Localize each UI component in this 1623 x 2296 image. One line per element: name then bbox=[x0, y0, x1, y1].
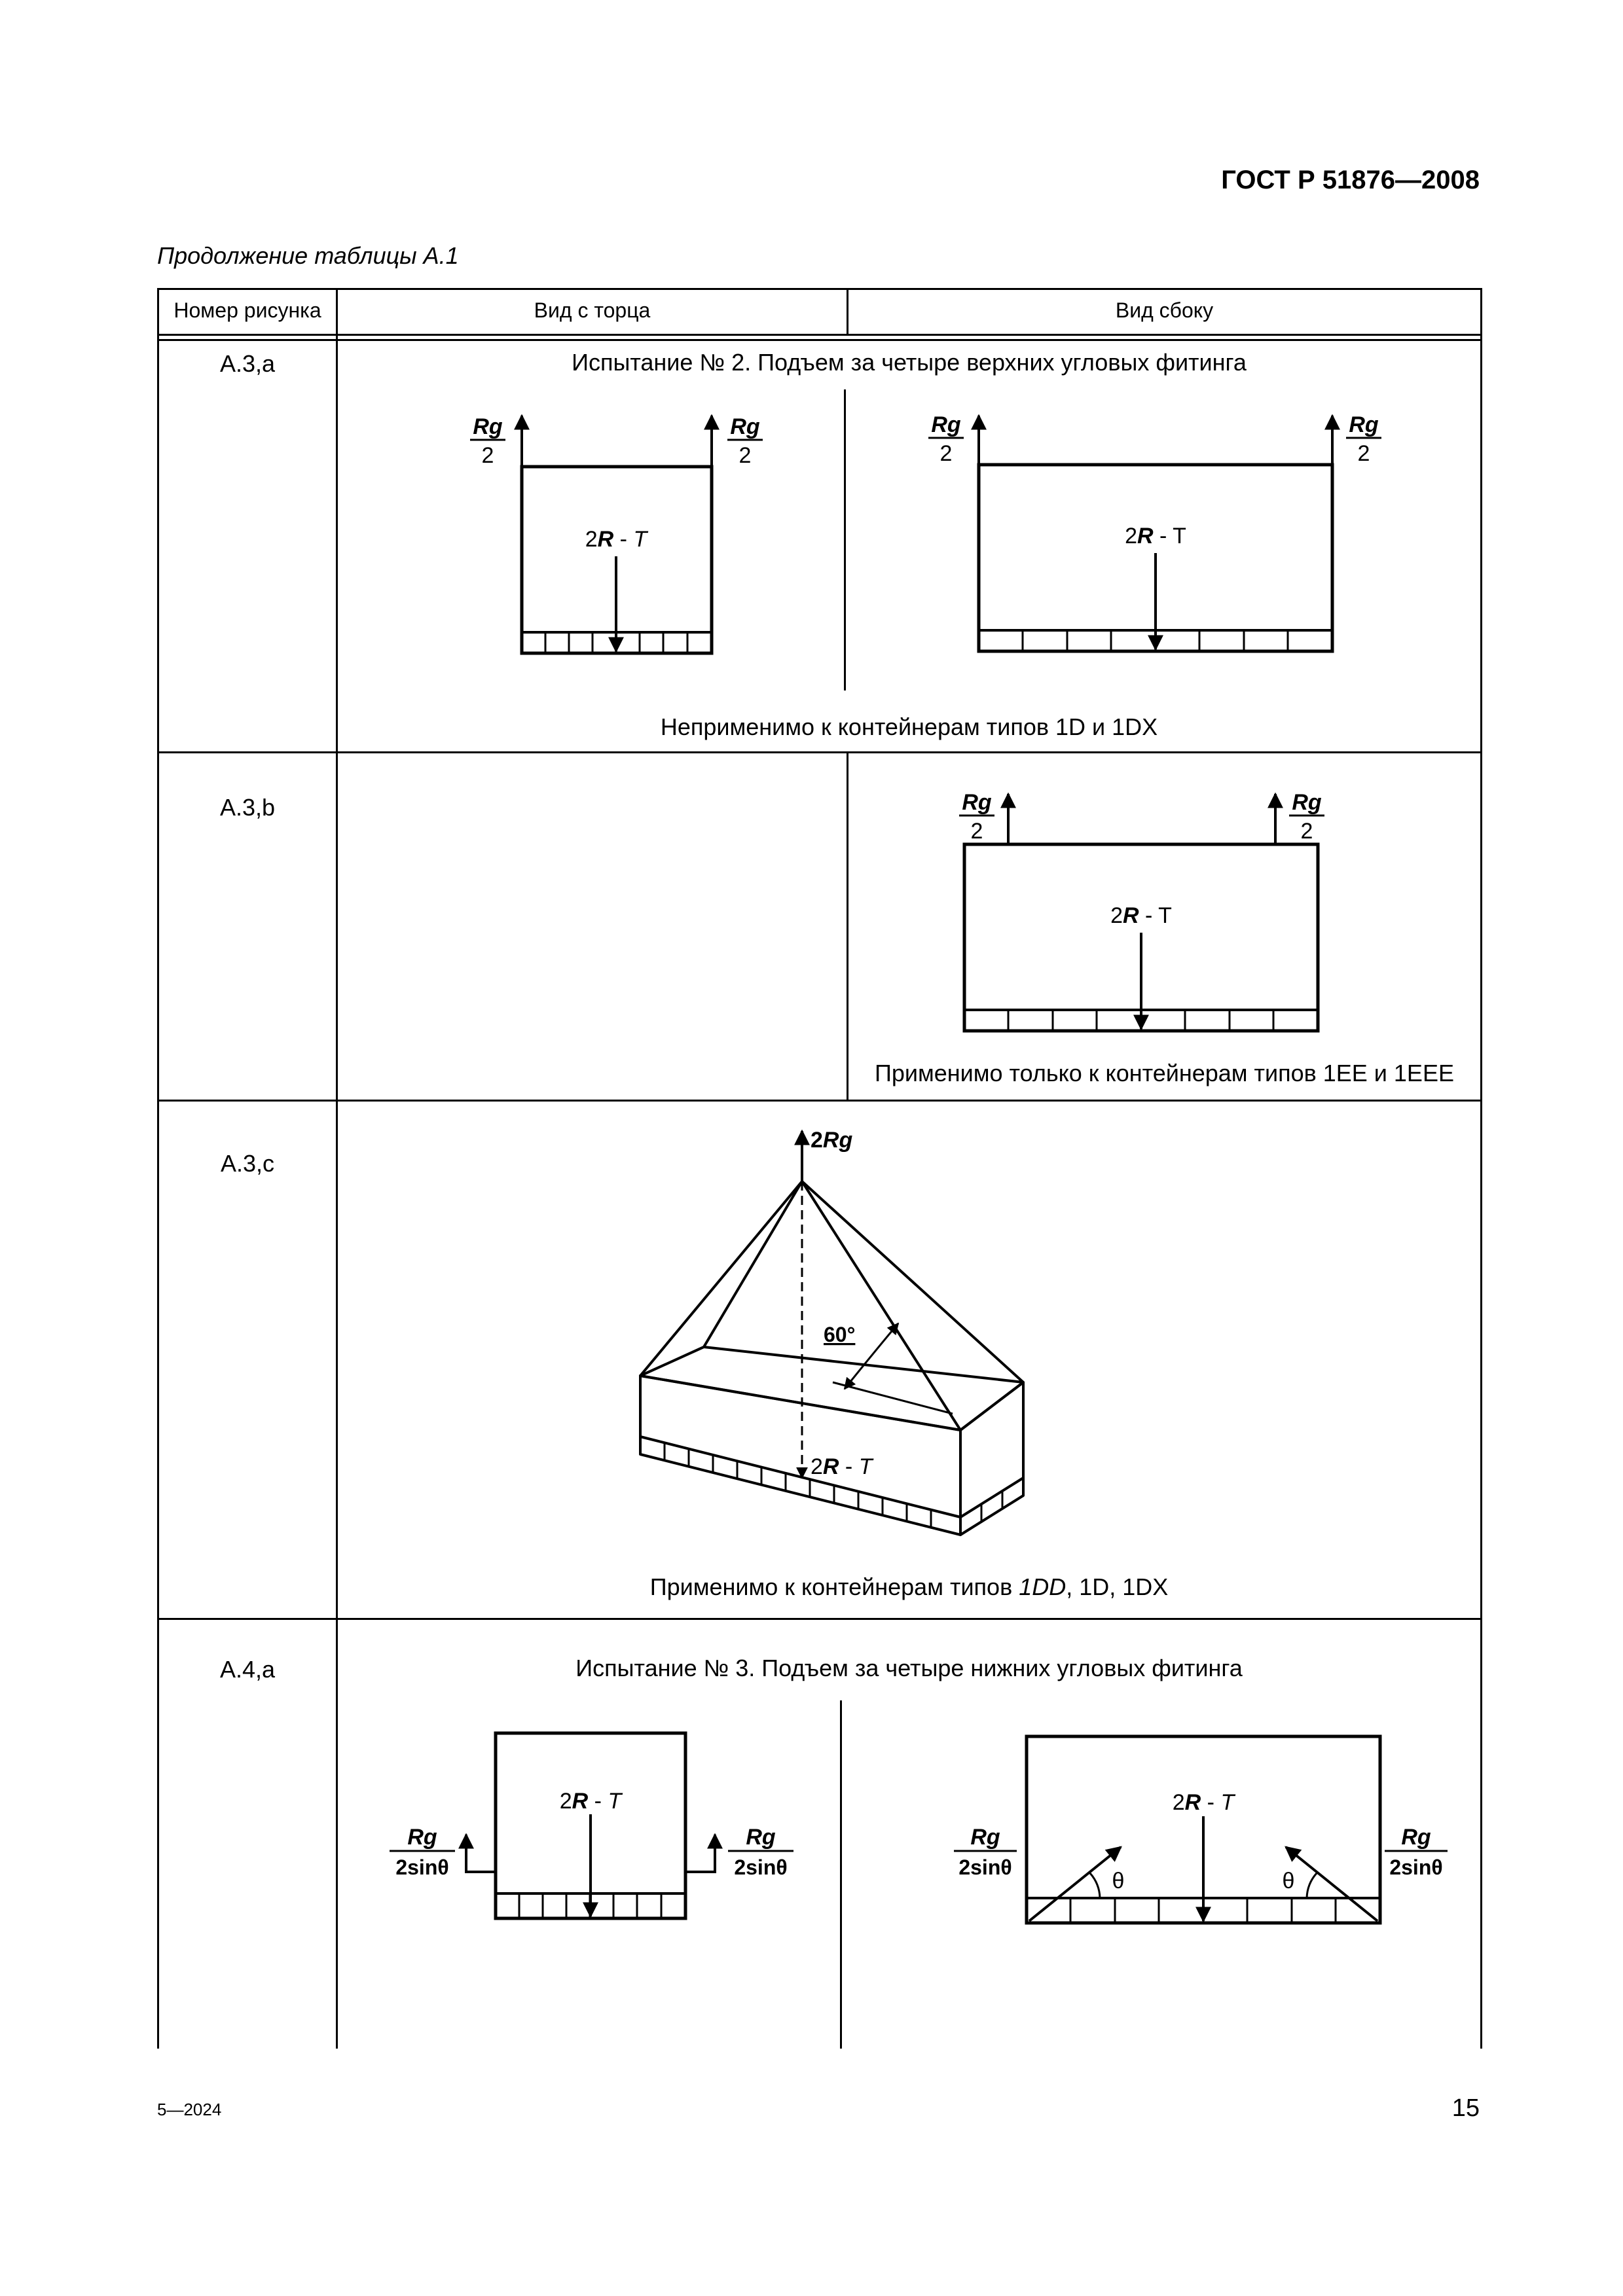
column-header-end-view: Вид с торца bbox=[534, 298, 651, 322]
row-a3c-note: Применимо к контейнерам типов 1DD, 1D, 1DX bbox=[649, 1573, 1169, 1600]
svg-text:Rg: Rg bbox=[473, 414, 503, 439]
row-a3b-note: Применимо только к контейнерам типов 1ЕЕ и 1ЕЕЕ bbox=[875, 1060, 1454, 1086]
svg-text:2sinθ: 2sinθ bbox=[958, 1856, 1012, 1879]
svg-text:Rg: Rg bbox=[407, 1825, 437, 1850]
row-id-a3a: А.3,а bbox=[219, 350, 276, 377]
svg-text:2: 2 bbox=[939, 441, 953, 466]
test-2-title: Испытание № 2. Подъем за четыре верхних угловых фитинга bbox=[572, 349, 1247, 376]
svg-text:2: 2 bbox=[1300, 819, 1313, 844]
row-id-a3b: А.3,b bbox=[219, 794, 276, 821]
diagram-a3a-end-view bbox=[470, 414, 763, 653]
svg-text:Rg: Rg bbox=[962, 790, 992, 815]
diagram-a3b-side-view bbox=[959, 790, 1324, 1031]
row-a3a-note: Неприменимо к контейнерам типов 1D и 1DX bbox=[660, 713, 1158, 740]
lift-label-2rg: 2Rg bbox=[811, 1128, 853, 1153]
lift-force-label-left bbox=[470, 414, 505, 468]
row-id-a3c: А.3,с bbox=[220, 1150, 275, 1177]
lift-force-label-left bbox=[928, 412, 964, 466]
diagram-a4a-side-view bbox=[954, 1736, 1448, 1923]
column-header-side-view: Вид сбоку bbox=[1115, 298, 1214, 322]
svg-text:Rg: Rg bbox=[931, 412, 961, 437]
standard-number: ГОСТ Р 51876—2008 bbox=[1221, 166, 1480, 194]
lift-force-label-right bbox=[1289, 790, 1324, 844]
page-number: 15 bbox=[1451, 2094, 1480, 2122]
svg-text:Rg: Rg bbox=[1401, 1825, 1431, 1850]
test-3-title: Испытание № 3. Подъем за четыре нижних угловых фитинга bbox=[575, 1655, 1243, 1681]
footer-issue: 5—2024 bbox=[157, 2100, 222, 2119]
svg-text:2sinθ: 2sinθ bbox=[734, 1856, 788, 1879]
lift-force-label-right bbox=[1385, 1825, 1448, 1879]
svg-text:2: 2 bbox=[970, 819, 983, 844]
table-continuation: Продолжение таблицы А.1 bbox=[157, 242, 459, 269]
load-label: 2R - T bbox=[585, 527, 647, 552]
lift-force-label-left bbox=[959, 790, 994, 844]
svg-text:2sinθ: 2sinθ bbox=[1389, 1856, 1443, 1879]
svg-text:Rg: Rg bbox=[746, 1825, 776, 1850]
column-header-figure-number: Номер рисунка bbox=[173, 298, 321, 322]
lift-force-label-left bbox=[390, 1825, 455, 1879]
diagram-a4a-end-view bbox=[390, 1733, 793, 1918]
svg-text:Rg: Rg bbox=[1349, 412, 1379, 437]
svg-text:2: 2 bbox=[481, 443, 494, 468]
svg-text:2: 2 bbox=[1357, 441, 1370, 466]
svg-text:Rg: Rg bbox=[970, 1825, 1000, 1850]
lift-force-label-right bbox=[1346, 412, 1381, 466]
row-id-a4a: А.4,а bbox=[219, 1656, 276, 1683]
load-label: 2R - T bbox=[559, 1789, 622, 1814]
theta-label-left: θ bbox=[1112, 1869, 1125, 1893]
angle-label: 60° bbox=[824, 1323, 856, 1346]
diagram-a3a-side-view bbox=[928, 412, 1381, 651]
lift-force-label-left bbox=[954, 1825, 1017, 1879]
load-label: 2R - T bbox=[1110, 903, 1172, 928]
load-label: 2R - T bbox=[811, 1454, 873, 1479]
svg-text:2sinθ: 2sinθ bbox=[395, 1856, 449, 1879]
load-label: 2R - T bbox=[1125, 524, 1186, 548]
diagram-a3c-isometric bbox=[640, 1128, 1023, 1535]
lift-force-label-right bbox=[727, 414, 763, 468]
svg-text:Rg: Rg bbox=[730, 414, 760, 439]
theta-label-right: θ bbox=[1282, 1869, 1295, 1893]
lift-force-label-right bbox=[728, 1825, 793, 1879]
load-label: 2R - T bbox=[1172, 1790, 1235, 1815]
svg-text:2: 2 bbox=[739, 443, 752, 468]
svg-text:Rg: Rg bbox=[1292, 790, 1322, 815]
